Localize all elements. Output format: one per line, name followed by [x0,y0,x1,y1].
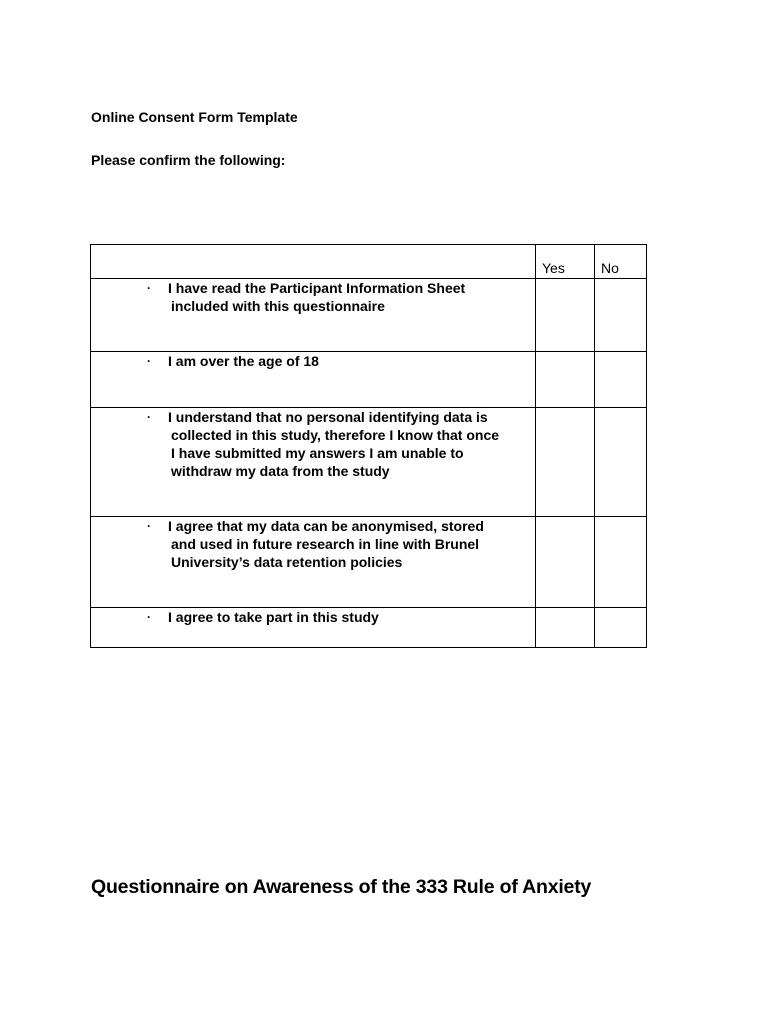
no-checkbox-cell[interactable] [595,517,647,608]
statement-line: University’s data retention policies [171,554,403,570]
header-statement-cell [91,245,536,279]
header-yes-cell [536,245,595,279]
header-no-cell [595,245,647,279]
no-checkbox-cell[interactable] [595,352,647,408]
statement-text [168,408,530,480]
statement-line: I have submitted my answers I am unable to [171,445,464,461]
statement-line: and used in future research in line with Brunel [171,536,480,552]
statement-cell [91,352,536,408]
statement-line: collected in this study, therefore I know that once [171,427,500,443]
yes-checkbox-cell[interactable] [536,408,595,517]
statement-text [168,352,530,370]
table-row [91,352,647,408]
statement-line: included with this questionnaire [171,298,385,314]
header-yes-label: Yes [542,260,565,276]
no-checkbox-cell[interactable] [595,408,647,517]
yes-checkbox-cell[interactable] [536,517,595,608]
header-no-label: No [601,260,619,276]
no-checkbox-cell[interactable] [595,279,647,352]
bullet-icon: · [147,281,151,295]
statement-cell [91,608,536,648]
bullet-icon: · [147,354,151,368]
statement-text [168,608,530,626]
statement-text [168,517,530,571]
bullet-icon: · [147,410,151,424]
yes-checkbox-cell[interactable] [536,279,595,352]
table-row [91,279,647,352]
statement-line: I agree to take part in this study [168,609,379,625]
statement-cell [91,408,536,517]
table-row [91,608,647,648]
table-header-row [91,245,647,279]
statement-text [168,279,530,315]
table-row [91,408,647,517]
statement-line: withdraw my data from the study [171,463,390,479]
bullet-icon: · [147,610,151,624]
statement-cell [91,517,536,608]
statement-line: I am over the age of 18 [168,353,319,369]
document-title: Online Consent Form Template [91,109,298,125]
document-subtitle: Please confirm the following: [91,152,286,168]
statement-line: I agree that my data can be anonymised, stored [168,518,484,534]
statement-line: I have read the Participant Information Sheet [168,280,466,296]
statement-cell [91,279,536,352]
no-checkbox-cell[interactable] [595,608,647,648]
bullet-icon: · [147,519,151,533]
consent-table [90,244,647,648]
questionnaire-heading: Questionnaire on Awareness of the 333 Rule of Anxiety [91,876,592,898]
yes-checkbox-cell[interactable] [536,608,595,648]
statement-line: I understand that no personal identifying data is [168,409,488,425]
table-row [91,517,647,608]
yes-checkbox-cell[interactable] [536,352,595,408]
